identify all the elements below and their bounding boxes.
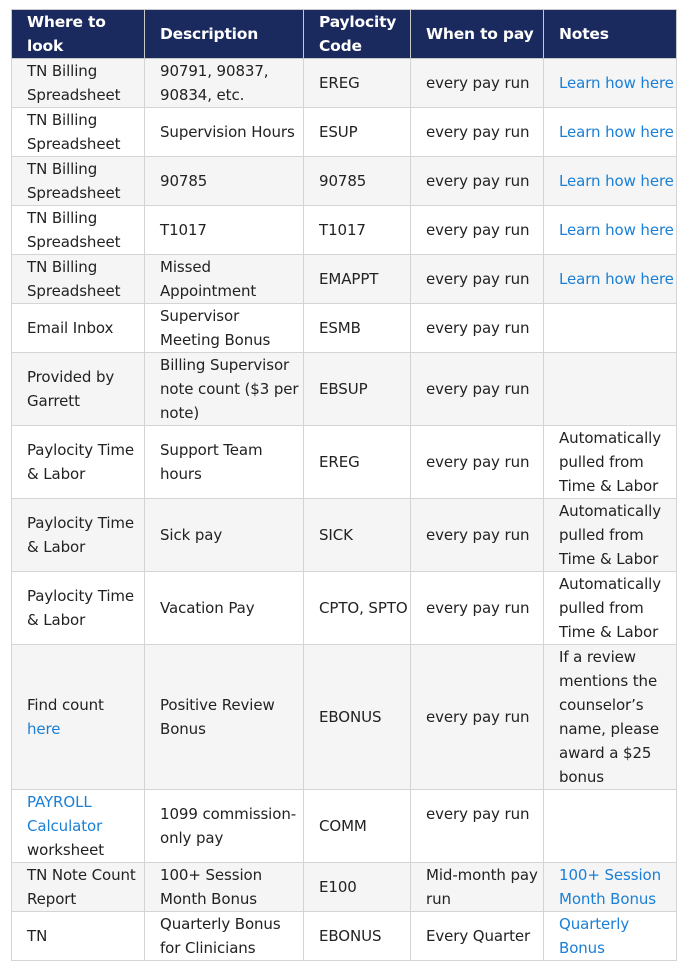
cell-notes [544,353,677,426]
cell-description: Supervision Hours [145,108,304,157]
cell-code: COMM [304,790,411,863]
cell-notes [544,59,677,108]
table-header-row [12,10,677,59]
table-row [12,59,677,108]
cell-when: every pay run [411,108,544,157]
learn-how-link[interactable]: Learn how here [559,270,674,288]
table-row [12,426,677,499]
payroll-reference-table [11,9,677,961]
cell-description: Billing Supervisor note count ($3 per note) [145,353,304,426]
cell-where [12,790,145,863]
header-paylocity-code: Paylocity Code [304,10,411,59]
cell-notes: Automatically pulled from Time & Labor [544,572,677,645]
cell-notes: Automatically pulled from Time & Labor [544,426,677,499]
cell-description: Quarterly Bonus for Clinicians [145,912,304,961]
table-row [12,645,677,790]
cell-code: EBONUS [304,645,411,790]
cell-where: TN Billing Spreadsheet [12,206,145,255]
quarterly-bonus-link[interactable]: Quarterly Bonus [559,915,630,957]
table-row [12,353,677,426]
cell-code: E100 [304,863,411,912]
cell-code: EMAPPT [304,255,411,304]
table-row [12,304,677,353]
cell-description: 90785 [145,157,304,206]
cell-code: ESUP [304,108,411,157]
cell-description: T1017 [145,206,304,255]
where-text: Find count [27,696,104,714]
cell-where: TN Note Count Report [12,863,145,912]
cell-when: every pay run [411,426,544,499]
learn-how-link[interactable]: Learn how here [559,74,674,92]
table-row [12,790,677,863]
cell-where: Email Inbox [12,304,145,353]
where-text: worksheet [27,841,105,859]
header-when-to-pay: When to pay [411,10,544,59]
table-row [12,206,677,255]
table-row [12,572,677,645]
header-description: Description [145,10,304,59]
cell-where [12,645,145,790]
cell-notes [544,108,677,157]
cell-notes [544,304,677,353]
cell-code: T1017 [304,206,411,255]
cell-notes [544,912,677,961]
cell-code: CPTO, SPTO [304,572,411,645]
cell-description: Positive Review Bonus [145,645,304,790]
cell-when: every pay run [411,499,544,572]
table-row [12,255,677,304]
cell-when: every pay run [411,255,544,304]
cell-description: Supervisor Meeting Bonus [145,304,304,353]
cell-description: Support Team hours [145,426,304,499]
table-row [12,499,677,572]
cell-code: 90785 [304,157,411,206]
cell-where: Paylocity Time & Labor [12,426,145,499]
cell-notes [544,255,677,304]
cell-when: every pay run [411,157,544,206]
learn-how-link[interactable]: Learn how here [559,123,674,141]
cell-where: Paylocity Time & Labor [12,572,145,645]
cell-code: EREG [304,59,411,108]
cell-notes [544,206,677,255]
cell-when: Every Quarter [411,912,544,961]
header-where-to-look: Where to look [12,10,145,59]
cell-notes: Automatically pulled from Time & Labor [544,499,677,572]
cell-notes: If a review mentions the counselor’s name, please award a $25 bonus [544,645,677,790]
cell-when: every pay run [411,59,544,108]
cell-where: TN Billing Spreadsheet [12,108,145,157]
cell-description: 90791, 90837, 90834, etc. [145,59,304,108]
header-notes: Notes [544,10,677,59]
cell-when: Mid-month pay run [411,863,544,912]
cell-code: EREG [304,426,411,499]
cell-notes [544,157,677,206]
cell-description: 100+ Session Month Bonus [145,863,304,912]
cell-where: Paylocity Time & Labor [12,499,145,572]
cell-when: every pay run [411,572,544,645]
table-row [12,108,677,157]
payroll-calculator-link[interactable]: PAYROLL Calculator [27,793,103,835]
cell-description: Vacation Pay [145,572,304,645]
table-row [12,912,677,961]
cell-notes [544,863,677,912]
cell-code: ESMB [304,304,411,353]
cell-code: SICK [304,499,411,572]
cell-where: Provided by Garrett [12,353,145,426]
session-bonus-link[interactable]: 100+ Session Month Bonus [559,866,661,908]
cell-where: TN [12,912,145,961]
learn-how-link[interactable]: Learn how here [559,172,674,190]
cell-description: 1099 commission-only pay [145,790,304,863]
cell-where: TN Billing Spreadsheet [12,255,145,304]
cell-when: every pay run [411,206,544,255]
find-count-here-link[interactable]: here [27,720,61,738]
cell-code: EBSUP [304,353,411,426]
cell-when: every pay run [411,645,544,790]
cell-when: every pay run [411,304,544,353]
cell-notes [544,790,677,863]
table-row [12,157,677,206]
cell-code: EBONUS [304,912,411,961]
payroll-table-container [11,9,676,961]
cell-where: TN Billing Spreadsheet [12,59,145,108]
cell-description: Missed Appointment [145,255,304,304]
cell-when: every pay run [411,790,544,863]
table-row [12,863,677,912]
cell-where: TN Billing Spreadsheet [12,157,145,206]
cell-description: Sick pay [145,499,304,572]
cell-when: every pay run [411,353,544,426]
learn-how-link[interactable]: Learn how here [559,221,674,239]
